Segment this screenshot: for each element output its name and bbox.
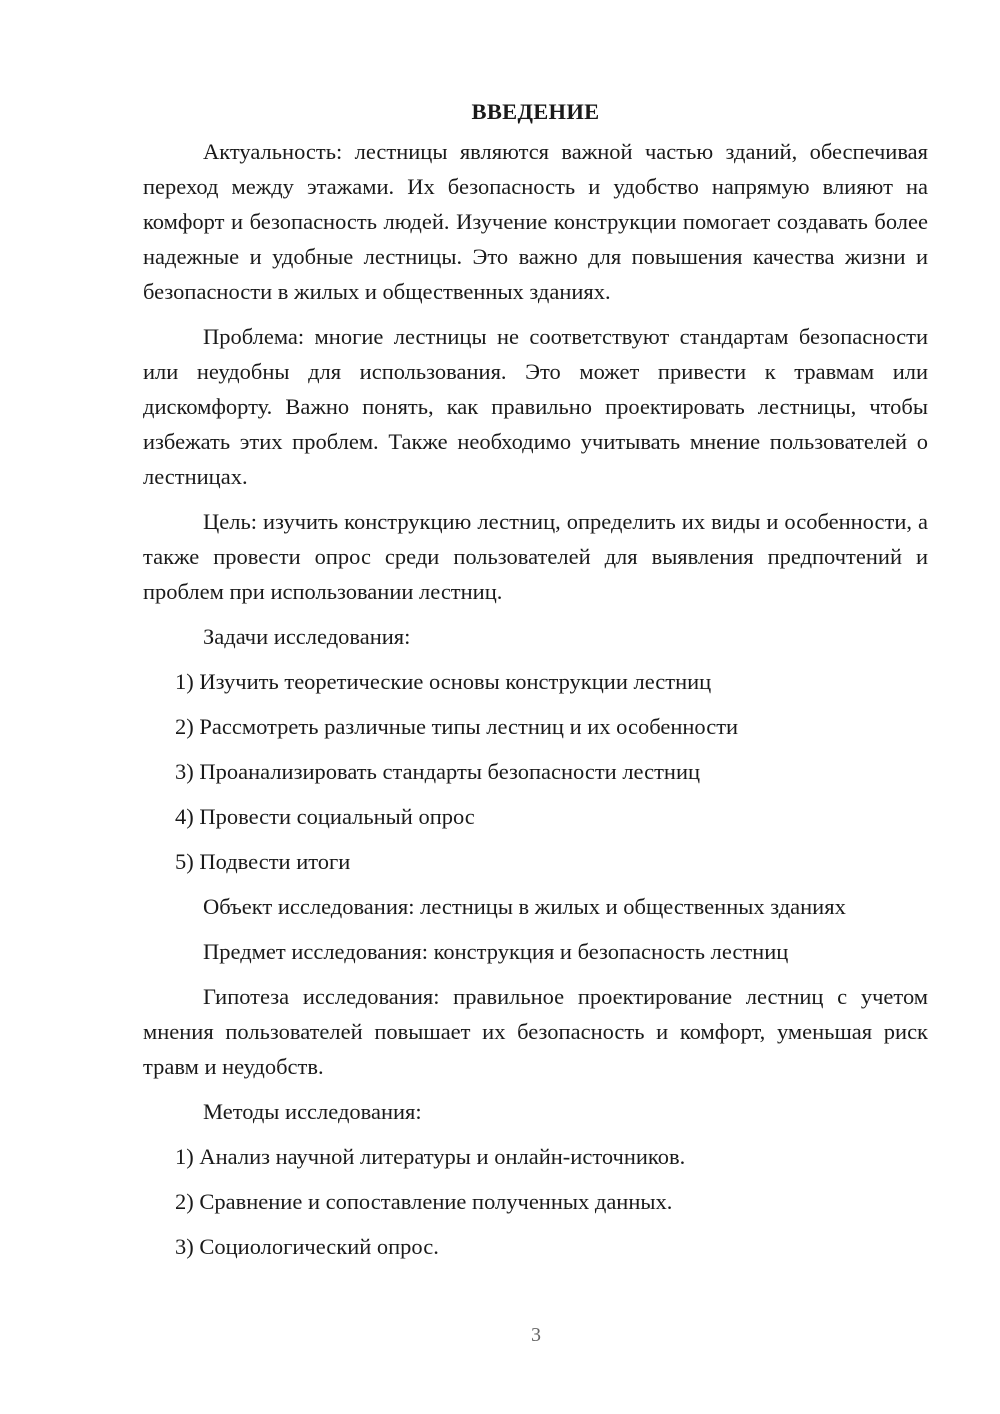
section-title: ВВЕДЕНИЕ bbox=[471, 99, 600, 124]
page-number: 3 bbox=[531, 1324, 541, 1346]
task-item: 2) Рассмотреть различные типы лестниц и их особенности bbox=[175, 714, 739, 739]
subject-line: Предмет исследования: конструкция и безопасность лестниц bbox=[203, 939, 789, 964]
methods-heading: Методы исследования: bbox=[203, 1099, 422, 1124]
methods-list bbox=[143, 1139, 928, 1264]
tasks-list bbox=[143, 664, 928, 879]
method-item: 2) Сравнение и сопоставление полученных данных. bbox=[175, 1189, 673, 1214]
method-item: 1) Анализ научной литературы и онлайн-источников. bbox=[175, 1144, 686, 1169]
task-item: 5) Подвести итоги bbox=[175, 849, 351, 874]
task-item: 3) Проанализировать стандарты безопасности лестниц bbox=[175, 759, 701, 784]
tasks-heading: Задачи исследования: bbox=[203, 624, 411, 649]
hypothesis-paragraph: Гипотеза исследования: правильное проектирование лестниц с учетом мнения пользователей повышает их безопасность и комфорт, уменьшая риск травм и неудобств. bbox=[143, 984, 928, 1079]
page-content bbox=[143, 94, 928, 1274]
method-item: 3) Социологический опрос. bbox=[175, 1234, 439, 1259]
object-line: Объект исследования: лестницы в жилых и общественных зданиях bbox=[203, 894, 846, 919]
relevance-paragraph: Актуальность: лестницы являются важной частью зданий, обеспечивая переход между этажами. Их безопасность и удобство напрямую влияют на комфорт и безопасность людей. Изучение конструкции помогает создавать более надежные и удобные лестницы. Это важно для повышения качества жизни и безопасности в жилых и общественных зданиях. bbox=[143, 139, 928, 304]
goal-paragraph: Цель: изучить конструкцию лестниц, определить их виды и особенности, а также провести опрос среди пользователей для выявления предпочтений и проблем при использовании лестниц. bbox=[143, 509, 928, 604]
problem-paragraph: Проблема: многие лестницы не соответствуют стандартам безопасности или неудобны для использования. Это может привести к травмам или дискомфорту. Важно понять, как правильно проектировать лестницы, чтобы избежать этих проблем. Также необходимо учитывать мнение пользователей о лестницах. bbox=[143, 324, 928, 489]
task-item: 1) Изучить теоретические основы конструкции лестниц bbox=[175, 669, 712, 694]
task-item: 4) Провести социальный опрос bbox=[175, 804, 475, 829]
